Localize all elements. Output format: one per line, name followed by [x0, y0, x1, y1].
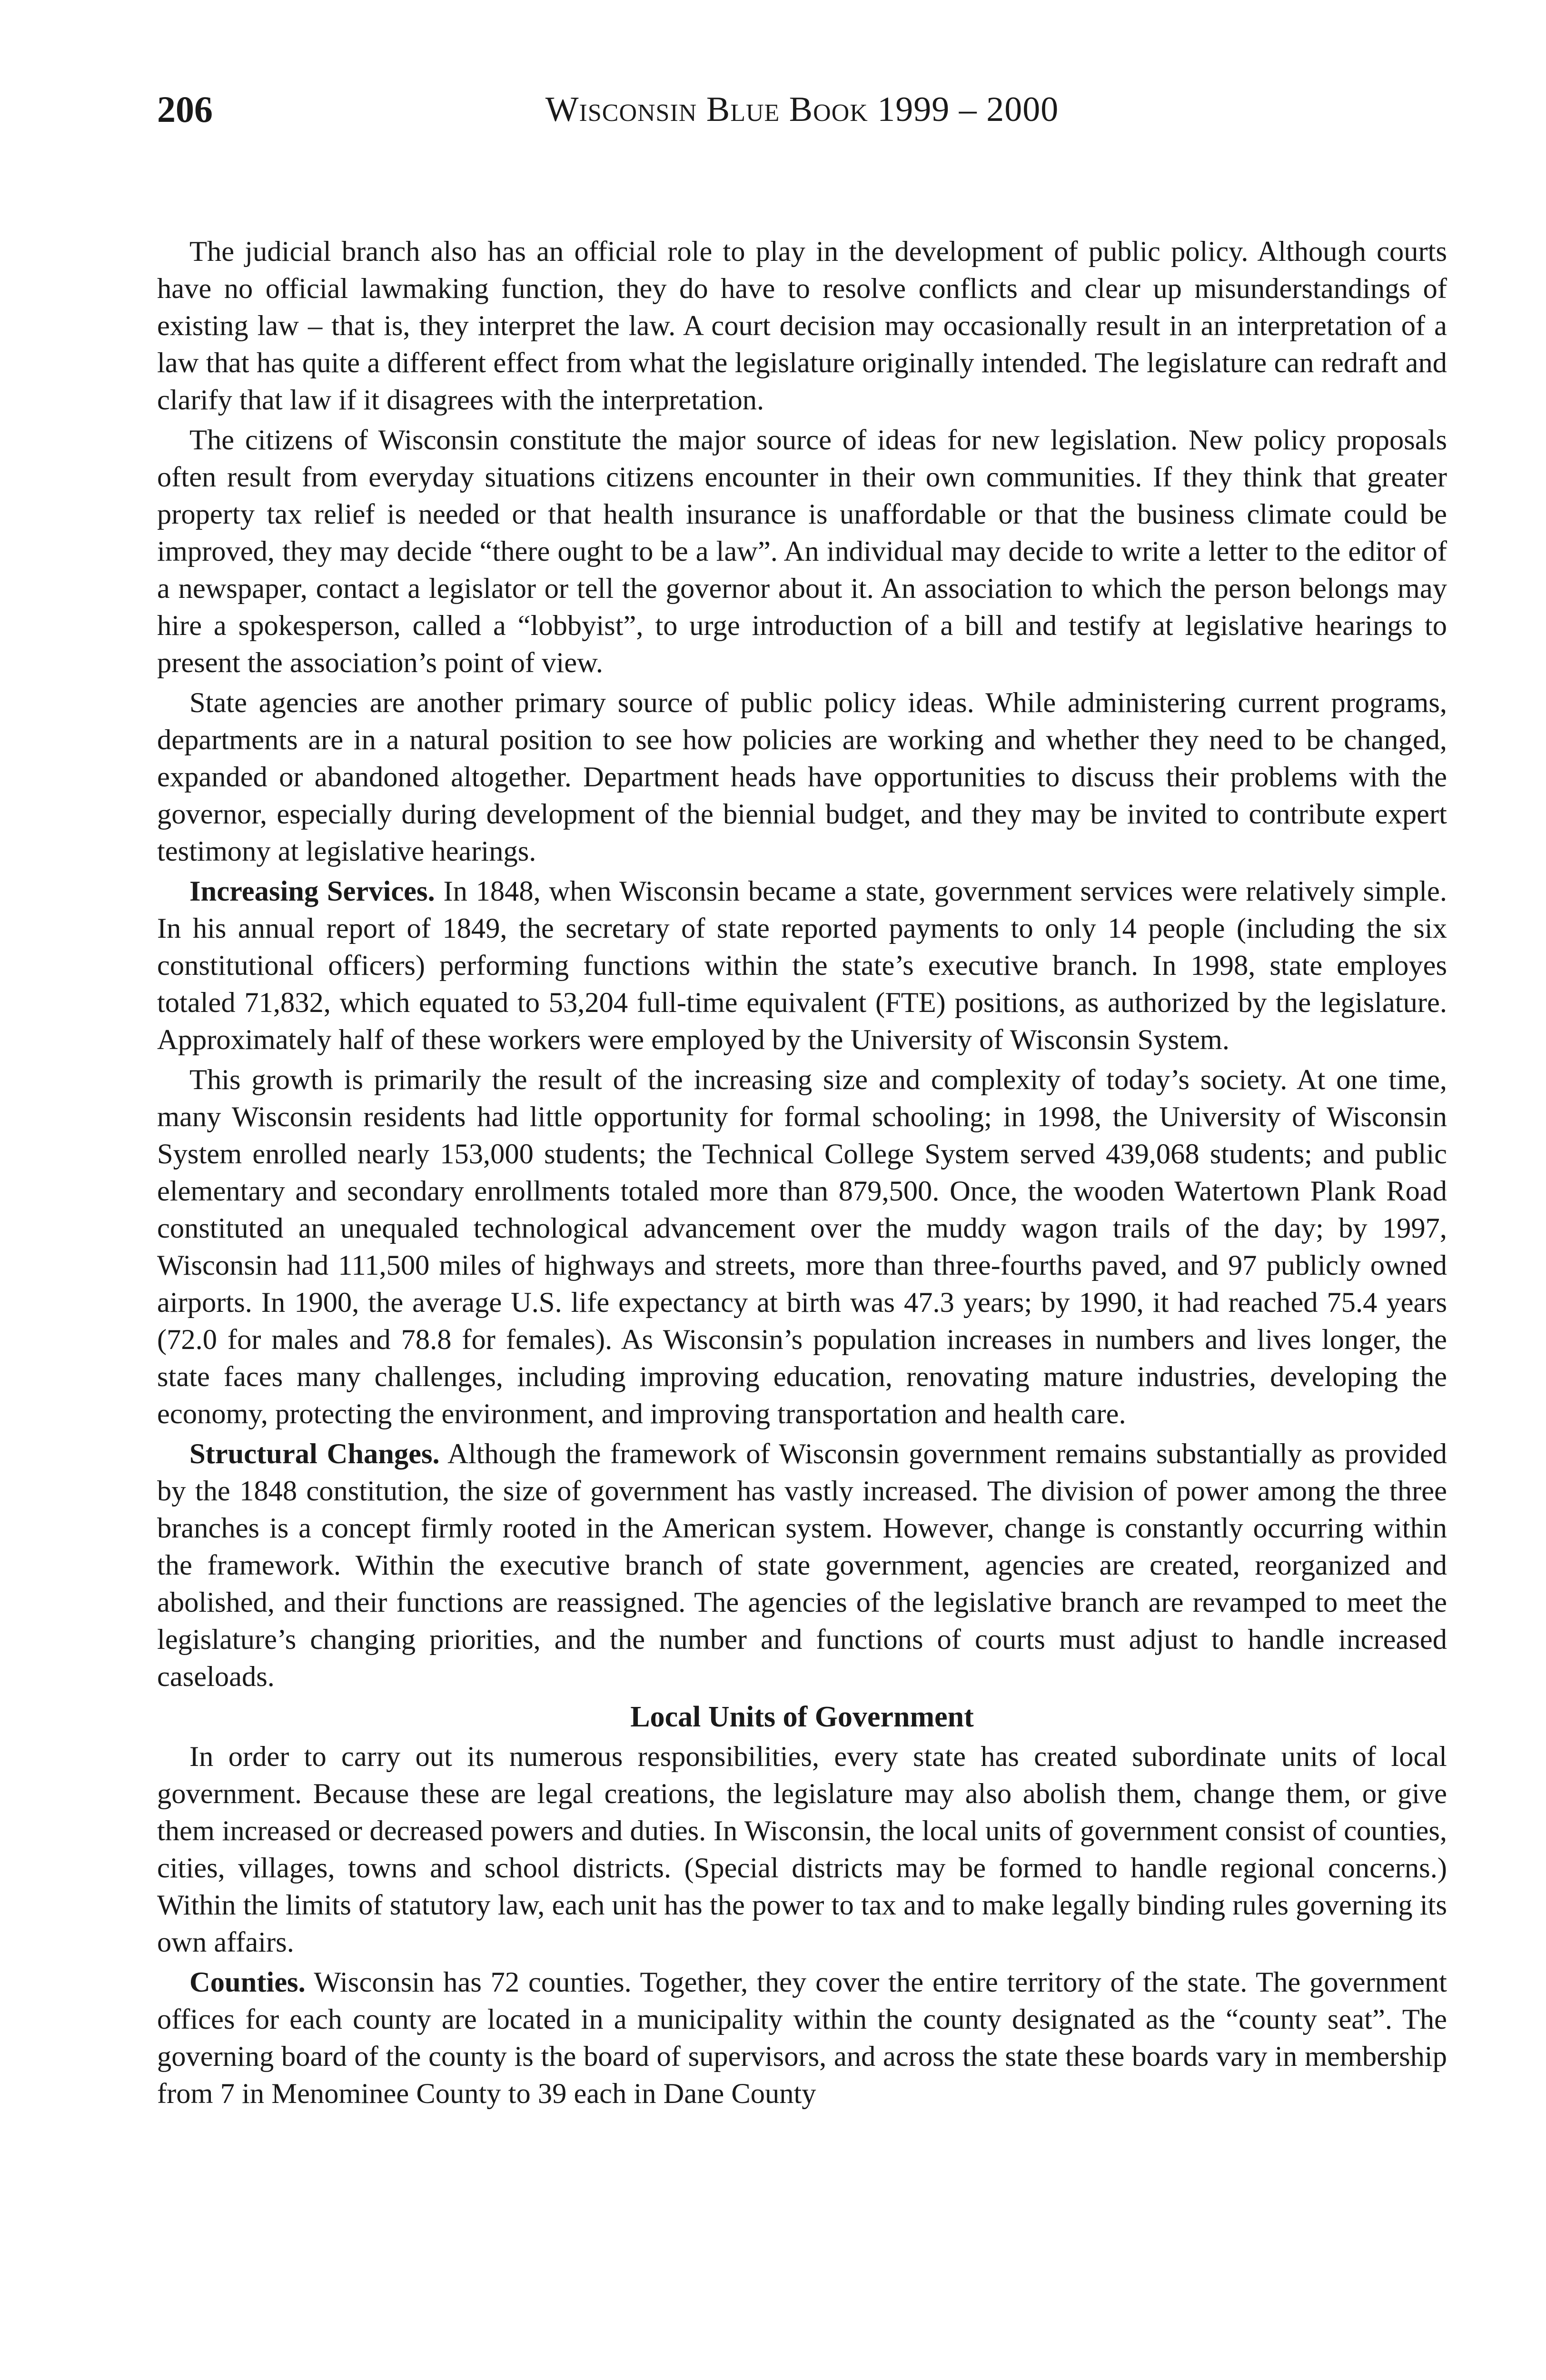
page-number: 206 — [157, 89, 213, 130]
paragraph-counties — [157, 1964, 1447, 2112]
run-in-heading-structural-changes: Structural Changes. — [189, 1438, 440, 1470]
section-heading-local-units: Local Units of Government — [630, 1701, 974, 1733]
paragraph-state-agencies: State agencies are another primary source of public policy ideas. While administering current programs, departments are in a natural position to see how policies are working and whether they need to be changed, expanded or abandoned altogether. Department heads have opportunities to discuss their problems with the governor, especially during development of the biennial budget, and they may be invited to contribute expert testimony at legislative hearings. — [157, 687, 1447, 867]
paragraph-structural-changes — [157, 1436, 1447, 1696]
paragraph-growth: This growth is primarily the result of the increasing size and complexity of today’s society. At one time, many Wisconsin residents had little opportunity for formal schooling; in 1998, the University of Wisconsin System enrolled nearly 153,000 students; the Technical College System served 439,068 students; and public elementary and secondary enrollments totaled more than 879,500. Once, the wooden Watertown Plank Road constituted an unequaled technological advancement over the muddy wagon trails of the day; by 1997, Wisconsin had 111,500 miles of highways and streets, more than three-fourths paved, and 97 publicly owned airports. In 1900, the average U.S. life expectancy at birth was 47.3 years; by 1990, it had reached 75.4 years (72.0 for males and 78.8 for females). As Wisconsin’s population increases in numbers and lives longer, the state faces many challenges, including improving education, renovating mature industries, developing the economy, protecting the environment, and improving transportation and health care. — [157, 1064, 1447, 1430]
paragraph-text: Wisconsin has 72 counties. Together, they cover the entire territory of the state. The government offices for each county are located in a municipality within the county designated as the “county seat”. The governing board of the county is the board of supervisors, and across the state these boards vary in membership from 7 in Menominee County to 39 each in Dane County — [157, 1966, 1447, 2110]
run-in-heading-counties: Counties. — [189, 1966, 306, 1998]
running-title: Wisconsin Blue Book 1999 – 2000 — [545, 90, 1059, 129]
paragraph-local-units: In order to carry out its numerous responsibilities, every state has created subordinate units of local government. Because these are legal creations, the legislature may also abolish them, change them, or give them increased or decreased powers and duties. In Wisconsin, the local units of government consist of counties, cities, villages, towns and school districts. (Special districts may be formed to handle regional concerns.) Within the limits of statutory law, each unit has the power to tax and to make legally binding rules governing its own affairs. — [157, 1741, 1447, 1958]
paragraph-citizens: The citizens of Wisconsin constitute the major source of ideas for new legislation. New policy proposals often result from everyday situations citizens encounter in their own communities. If they think that greater property tax relief is needed or that health insurance is unaffordable or that the business climate could be improved, they may decide “there ought to be a law”. An individual may decide to write a letter to the editor of a newspaper, contact a legislator or tell the governor about it. An association to which the person belongs may hire a spokesperson, called a “lobbyist”, to urge introduction of a bill and testify at legislative hearings to present the association’s point of view. — [157, 424, 1447, 679]
page-header — [157, 81, 1447, 138]
run-in-heading-increasing-services: Increasing Services. — [189, 875, 435, 907]
paragraph-text: In 1848, when Wisconsin became a state, government services were relatively simple. In his annual report of 1849, the secretary of state reported payments to only 14 people (including the six constitutional officers) performing functions within the state’s executive branch. In 1998, state employes totaled 71,832, which equated to 53,204 full-time equivalent (FTE) positions, as authorized by the legislature. Approximately half of these workers were employed by the University of Wisconsin System. — [157, 875, 1447, 1056]
body-text — [157, 233, 1447, 2115]
paragraph-judicial-branch: The judicial branch also has an official role to play in the development of public policy. Although courts have no official lawmaking function, they do have to resolve conflicts and clear up misunderstandings of existing law – that is, they interpret the law. A court decision may occasionally result in an interpretation of a law that has quite a different effect from what the legislature originally intended. The legislature can redraft and clarify that law if it disagrees with the interpretation. — [157, 236, 1447, 416]
paragraph-text: Although the framework of Wisconsin government remains substantially as provided by the 1848 constitution, the size of government has vastly increased. The division of power among the three branches is a concept firmly rooted in the American system. However, change is constantly occurring within the framework. Within the executive branch of state government, agencies are created, reorganized and abolished, and their functions are reassigned. The agencies of the legislative branch are revamped to meet the legislature’s changing priorities, and the number and functions of courts must adjust to handle increased caseloads. — [157, 1438, 1447, 1693]
paragraph-increasing-services — [157, 873, 1447, 1059]
